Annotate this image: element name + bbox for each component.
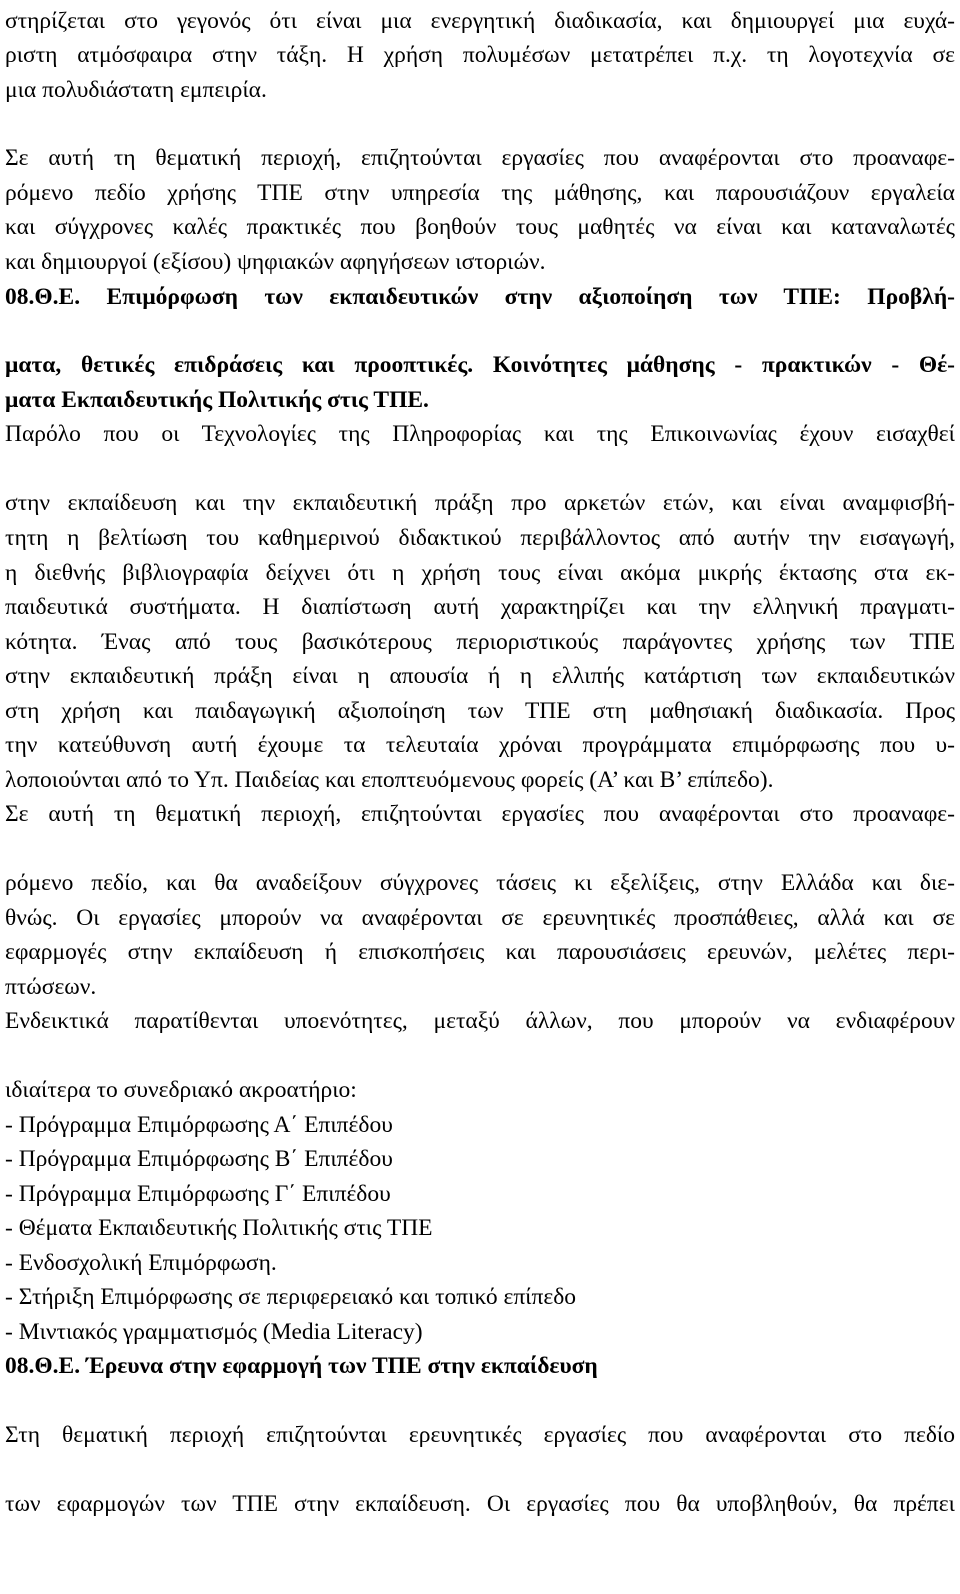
heading-line: ματα, θετικές επιδράσεις και προοπτικές. Κοινότητες μάθησης - πρακτικών - Θέ- <box>5 352 955 378</box>
text-line: ριστη ατμόσφαιρα στην τάξη. Η χρήση πολυμέσων μετατρέπει π.χ. τη λογοτεχνία σε <box>5 42 955 68</box>
heading-line: ματα Εκπαιδευτικής Πολιτικής στις ΤΠΕ. <box>5 387 429 413</box>
text-line: στηρίζεται στο γεγονός ότι είναι μια ενεργητική διαδικασία, και δημιουργεί μια ευχά- <box>5 8 955 34</box>
text-line: - Μιντιακός γραμματισμός (Media Literacy) <box>5 1319 423 1345</box>
text-line: και σύγχρονες καλές πρακτικές που βοηθούν τους μαθητές να είναι και καταναλωτές <box>5 214 955 240</box>
text-line: στην εκπαιδευτική πράξη είναι η απουσία ή η ελλιπής κατάρτιση των εκπαιδευτικών <box>5 663 955 689</box>
text-line: πτώσεων. <box>5 974 97 1000</box>
text-line: στην εκπαίδευση και την εκπαιδευτική πράξη προ αρκετών ετών, και είναι αναμφισβή- <box>5 490 955 516</box>
text-line: τητη η βελτίωση του καθημερινού διδακτικού περιβάλλοντος από αυτήν την εισαγωγή, <box>5 525 955 551</box>
text-line: - Στήριξη Επιμόρφωσης σε περιφερειακό και τοπικό επίπεδο <box>5 1284 577 1310</box>
text-line: η διεθνής βιβλιογραφία δείχνει ότι η χρήση τους είναι ακόμα μικρής έκτασης στα εκ- <box>5 560 955 586</box>
text-line: - Πρόγραμμα Επιμόρφωσης Β΄ Επιπέδου <box>5 1146 393 1172</box>
text-line: Στη θεματική περιοχή επιζητούνται ερευνητικές εργασίες που αναφέρονται στο πεδίο <box>5 1422 955 1448</box>
text-line: Παρόλο που οι Τεχνολογίες της Πληροφορίας και της Επικοινωνίας έχουν εισαχθεί <box>5 421 955 447</box>
text-line: εφαρμογές στην εκπαίδευση ή επισκοπήσεις και παρουσιάσεις ερευνών, μελέτες περι- <box>5 939 955 965</box>
text-line: - Πρόγραμμα Επιμόρφωσης Α΄ Επιπέδου <box>5 1112 393 1138</box>
text-line: και δημιουργοί (εξίσου) ψηφιακών αφηγήσεων ιστοριών. <box>5 249 546 275</box>
heading-line: 08.Θ.Ε. Έρευνα στην εφαρμογή των ΤΠΕ στην εκπαίδευση <box>5 1353 598 1379</box>
text-line: ιδιαίτερα το συνεδριακό ακροατήριο: <box>5 1077 357 1103</box>
text-line: θνώς. Οι εργασίες μπορούν να αναφέρονται σε ερευνητικές προσπάθειες, αλλά και σε <box>5 905 955 931</box>
text-line: Σε αυτή τη θεματική περιοχή, επιζητούνται εργασίες που αναφέρονται στο προαναφε- <box>5 801 955 827</box>
text-line: μια πολυδιάστατη εμπειρία. <box>5 77 267 103</box>
text-line: Ενδεικτικά παρατίθενται υποενότητες, μεταξύ άλλων, που μπορούν να ενδιαφέρουν <box>5 1008 955 1034</box>
text-line: παιδευτικά συστήματα. Η διαπίστωση αυτή χαρακτηρίζει και την ελληνική πραγματι- <box>5 594 955 620</box>
text-line: στη χρήση και παιδαγωγική αξιοποίηση των ΤΠΕ στη μαθησιακή διαδικασία. Προς <box>5 698 955 724</box>
text-line: - Πρόγραμμα Επιμόρφωσης Γ΄ Επιπέδου <box>5 1181 391 1207</box>
text-line: κότητα. Ένας από τους βασικότερους περιοριστικούς παράγοντες χρήσης των ΤΠΕ <box>5 629 955 655</box>
text-line: Σε αυτή τη θεματική περιοχή, επιζητούνται εργασίες που αναφέρονται στο προαναφε- <box>5 145 955 171</box>
text-line: - Ενδοσχολική Επιμόρφωση. <box>5 1250 277 1276</box>
text-line: λοποιούνται από το Υπ. Παιδείας και εποπτευόμενους φορείς (Α’ και Β’ επίπεδο). <box>5 767 774 793</box>
text-line: την κατεύθυνση αυτή έχουμε τα τελευταία χρόναι προγράμματα επιμόρφωσης που υ- <box>5 732 955 758</box>
heading-line: 08.Θ.Ε. Επιμόρφωση των εκπαιδευτικών στην αξιοποίηση των ΤΠΕ: Προβλή- <box>5 284 955 310</box>
text-line: ρόμενο πεδίο χρήσης ΤΠΕ στην υπηρεσία της μάθησης, και παρουσιάζουν εργαλεία <box>5 180 955 206</box>
text-line: των εφαρμογών των ΤΠΕ στην εκπαίδευση. Οι εργασίες που θα υποβληθούν, θα πρέπει <box>5 1491 955 1517</box>
text-line: ρόμενο πεδίο, και θα αναδείξουν σύγχρονες τάσεις κι εξελίξεις, στην Ελλάδα και διε- <box>5 870 955 896</box>
text-line: - Θέματα Εκπαιδευτικής Πολιτικής στις ΤΠΕ <box>5 1215 433 1241</box>
